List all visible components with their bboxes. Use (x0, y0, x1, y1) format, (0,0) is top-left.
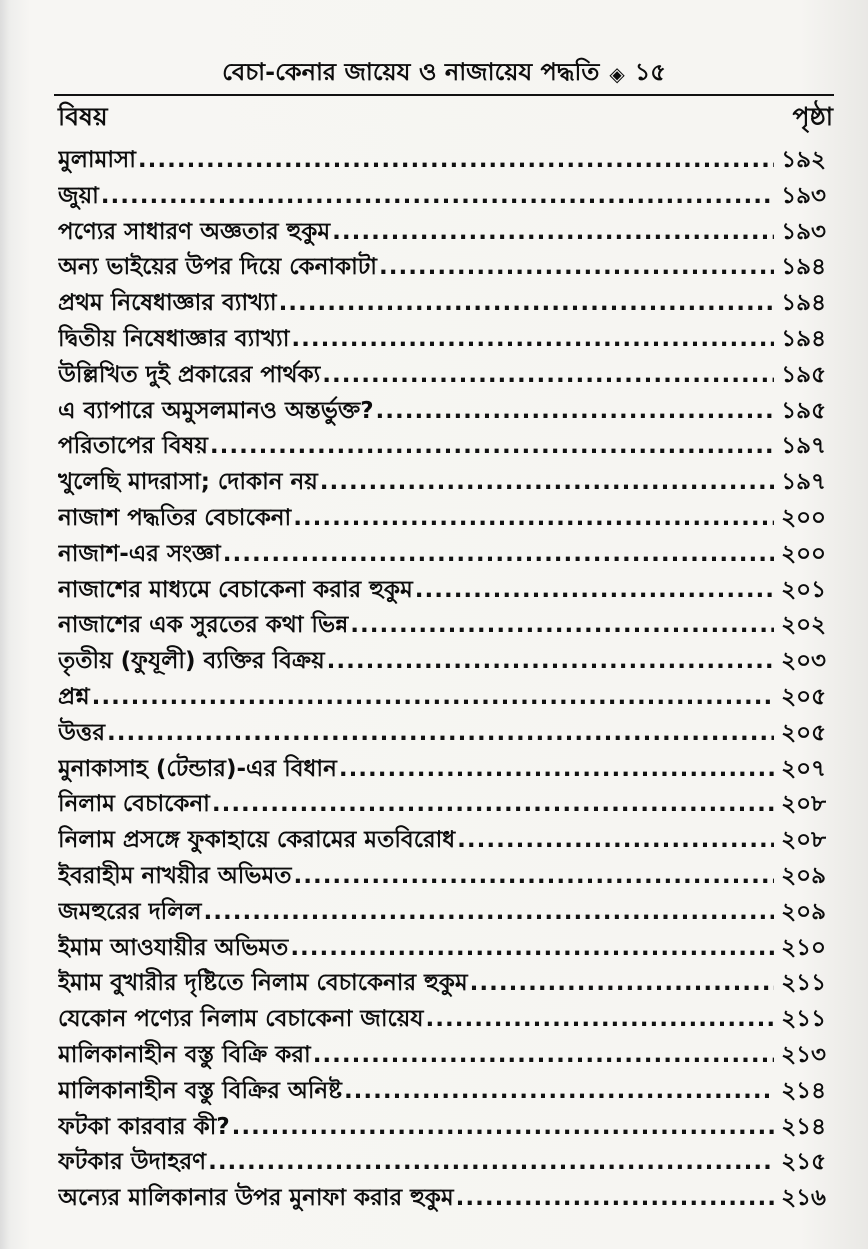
toc-entry (58, 141, 826, 177)
toc-entry (58, 284, 826, 320)
toc-entry (58, 535, 826, 571)
toc-entry-title: মুলামাসা (58, 147, 136, 173)
dot-leader (290, 935, 774, 961)
book-title: বেচা-কেনার জায়েয ও নাজায়েয পদ্ধতি (222, 58, 600, 86)
dot-leader (320, 469, 774, 495)
toc-entry (58, 571, 826, 607)
page-number: ১৫ (634, 58, 666, 86)
toc-entry-title: ফটকার উদাহরণ (58, 1149, 207, 1176)
toc-entry-page: ১৯৭ (781, 433, 826, 460)
toc-entry (58, 213, 826, 249)
toc-entry-title: পণ্যের সাধারণ অজ্ঞতার হুকুম (58, 218, 331, 245)
dot-leader (426, 1006, 774, 1032)
dot-leader (138, 147, 774, 173)
toc-entry-title: পরিতাপের বিষয় (58, 433, 208, 460)
subject-column-heading: বিষয় (58, 101, 108, 131)
toc-entry (58, 642, 826, 678)
toc-entry (58, 427, 826, 463)
dot-leader (456, 1185, 774, 1211)
dot-leader (92, 684, 774, 710)
toc-entry (58, 463, 826, 499)
toc-entry-title: তৃতীয় (ফুযূলী) ব্যক্তির বিক্রয় (58, 648, 325, 675)
toc-entry-page: ১৯৭ (781, 469, 826, 496)
toc-entry (58, 356, 826, 392)
dot-leader (212, 791, 774, 817)
toc-entry-page: ২০২ (781, 612, 826, 639)
toc-entry-page: ১৯৩ (781, 218, 826, 245)
toc-entry-page: ২০১ (781, 576, 826, 603)
toc-entry-page: ১৯৪ (781, 290, 826, 317)
toc-entry-page: ১৯৫ (781, 361, 826, 388)
dot-leader (223, 541, 774, 567)
toc-entry-title: অন্য ভাইয়ের উপর দিয়ে কেনাকাটা (58, 254, 377, 281)
dot-leader (350, 612, 774, 638)
toc-entry-page: ১৯৪ (781, 254, 826, 281)
page-column-heading: পৃষ্ঠা (792, 101, 833, 131)
toc-entry (58, 248, 826, 284)
dot-leader (332, 219, 774, 245)
toc-entry-title: নাজাশের এক সুরতের কথা ভিন্ন (58, 612, 349, 639)
toc-entry-title: মালিকানাহীন বস্তু বিক্রি করা (58, 1041, 311, 1068)
dot-leader (293, 505, 774, 531)
toc-entry-title: অন্যের মালিকানার উপর মুনাফা করার হুকুম (58, 1185, 454, 1212)
toc-entry-page: ২০৯ (781, 862, 826, 889)
dot-leader (204, 899, 774, 925)
dot-leader (344, 1078, 774, 1104)
dot-leader (376, 398, 774, 424)
toc-entry-title: নাজাশের মাধ্যমে বেচাকেনা করার হুকুম (58, 576, 413, 603)
toc-entry (58, 929, 826, 965)
toc-entry (58, 857, 826, 893)
dot-leader (339, 756, 774, 782)
toc-entry-page: ২১১ (781, 970, 826, 997)
toc-entry (58, 714, 826, 750)
toc-entry (58, 1143, 826, 1179)
toc-entry-page: ২০০ (781, 504, 826, 531)
toc-entry-title: ফটকা কারবার কী? (58, 1113, 230, 1140)
table-of-contents (58, 141, 826, 1215)
toc-entry (58, 1000, 826, 1036)
toc-entry (58, 320, 826, 356)
toc-entry-page: ২১৬ (781, 1185, 826, 1212)
toc-entry-page: ২০৮ (781, 791, 826, 818)
toc-entry-page: ১৯২ (781, 147, 826, 173)
toc-entry (58, 606, 826, 642)
toc-entry-page: ১৯৪ (781, 325, 826, 352)
dot-leader (327, 648, 774, 674)
toc-entry-page: ২১৫ (781, 1149, 826, 1176)
toc-entry-page: ২০৩ (781, 648, 826, 675)
dot-leader (313, 1042, 774, 1068)
toc-entry-title: জুয়া (58, 182, 99, 209)
toc-entry-page: ২০৯ (781, 898, 826, 925)
toc-entry-title: যেকোন পণ্যের নিলাম বেচাকেনা জায়েয (58, 1006, 424, 1033)
toc-entry-page: ২১১ (781, 1006, 826, 1033)
toc-entry-title: নিলাম বেচাকেনা (58, 791, 210, 818)
diamond-icon: ◈ (609, 62, 625, 86)
toc-entry (58, 392, 826, 428)
toc-entry (58, 678, 826, 714)
column-headings (58, 100, 833, 136)
toc-entry-title: জমহুরের দলিল (58, 898, 202, 925)
toc-entry-title: নাজাশ-এর সংজ্ঞা (58, 540, 221, 567)
dot-leader (208, 1149, 774, 1175)
toc-entry-title: ইমাম আওযায়ীর অভিমত (58, 934, 289, 961)
toc-entry-page: ২১০ (781, 934, 826, 961)
toc-entry (58, 750, 826, 786)
toc-entry (58, 1036, 826, 1072)
toc-entry-title: উল্লিখিত দুই প্রকারের পার্থক্য (58, 361, 321, 388)
toc-entry-title: নাজাশ পদ্ধতির বেচাকেনা (58, 504, 292, 531)
toc-entry-page: ২০৮ (781, 827, 826, 854)
dot-leader (457, 827, 774, 853)
toc-entry (58, 785, 826, 821)
toc-entry-title: ইমাম বুখারীর দৃষ্টিতে নিলাম বেচাকেনার হুকুম (58, 970, 468, 997)
toc-entry-page: ২১৪ (781, 1113, 826, 1140)
toc-entry-title: দ্বিতীয় নিষেধাজ্ঞার ব্যাখ্যা (58, 325, 290, 352)
dot-leader (470, 970, 774, 996)
toc-entry-title: এ ব্যাপারে অমুসলমানও অন্তর্ভুক্ত? (58, 397, 374, 424)
dot-leader (379, 254, 774, 280)
toc-entry (58, 1179, 826, 1215)
toc-entry-title: নিলাম প্রসঙ্গে ফুকাহায়ে কেরামের মতবিরোধ (58, 827, 456, 854)
dot-leader (232, 1114, 774, 1140)
dot-leader (210, 433, 774, 459)
toc-entry-title: খুলেছি মাদরাসা; দোকান নয় (58, 469, 318, 496)
header-rule (54, 94, 834, 96)
toc-entry (58, 964, 826, 1000)
toc-entry-title: মুনাকাসাহ (টেন্ডার)-এর বিধান (58, 755, 337, 782)
toc-entry-page: ২১৪ (781, 1077, 826, 1104)
toc-entry-title: প্রশ্ন (58, 683, 90, 710)
toc-entry (58, 1072, 826, 1108)
dot-leader (322, 362, 774, 388)
toc-entry-title: উত্তর (58, 719, 106, 746)
toc-entry-page: ২০৫ (781, 683, 826, 710)
toc-entry (58, 893, 826, 929)
dot-leader (107, 720, 774, 746)
toc-entry-page: ২০৫ (781, 719, 826, 746)
toc-entry-title: ইবরাহীম নাখয়ীর অভিমত (58, 862, 292, 889)
toc-entry (58, 821, 826, 857)
toc-entry (58, 499, 826, 535)
dot-leader (293, 863, 774, 889)
toc-entry-page: ২১৩ (781, 1041, 826, 1068)
dot-leader (291, 326, 774, 352)
toc-entry-page: ১৯৩ (781, 182, 826, 209)
toc-entry-page: ১৯৫ (781, 397, 826, 424)
toc-entry-title: প্রথম নিষেধাজ্ঞার ব্যাখ্যা (58, 290, 277, 317)
dot-leader (415, 577, 774, 603)
toc-entry-page: ২০০ (781, 540, 826, 567)
toc-entry (58, 1108, 826, 1144)
toc-entry-page: ২০৭ (781, 755, 826, 782)
dot-leader (101, 183, 774, 209)
running-header (54, 56, 834, 92)
toc-entry-title: মালিকানাহীন বস্তু বিক্রির অনিষ্ট (58, 1077, 342, 1104)
toc-entry (58, 177, 826, 213)
dot-leader (279, 290, 774, 316)
